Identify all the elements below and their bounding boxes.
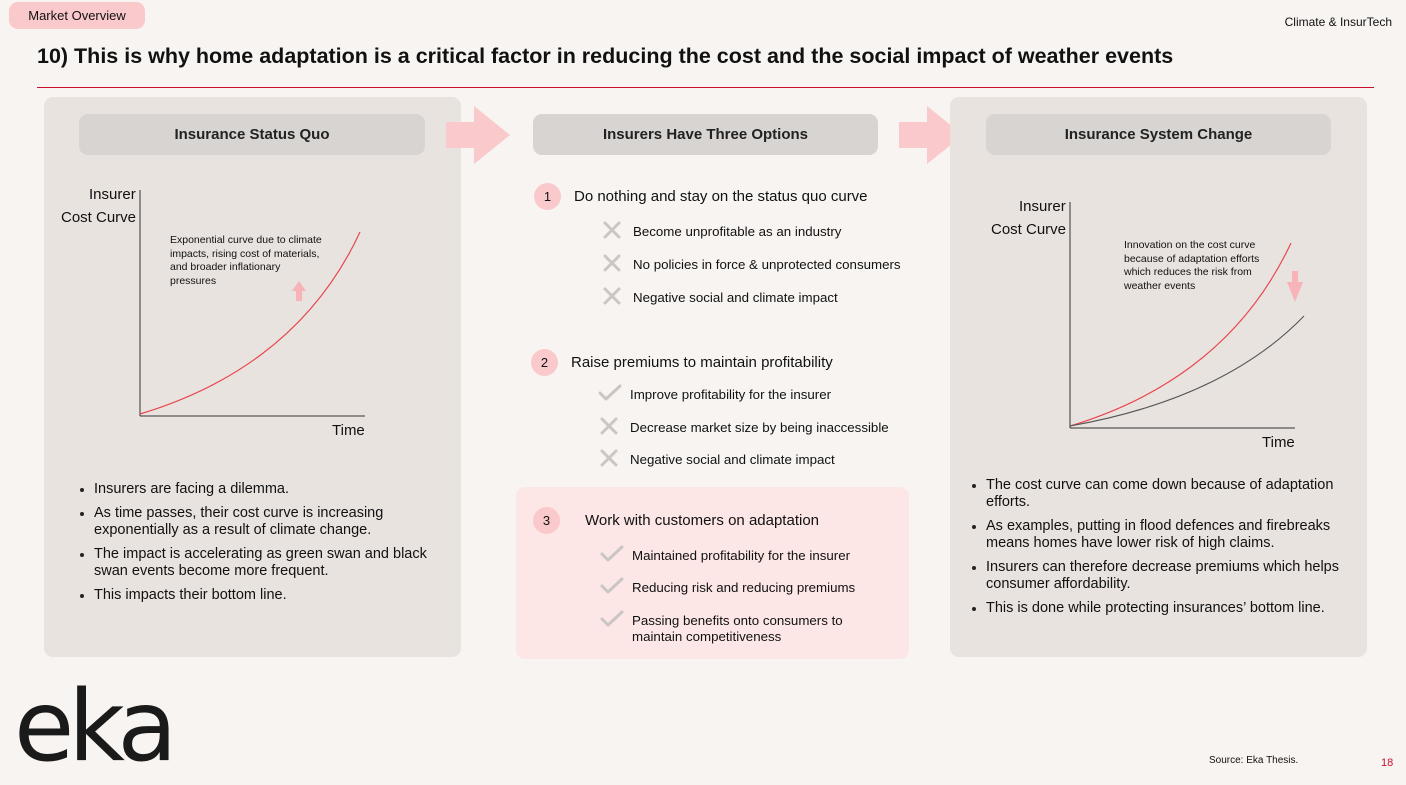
option-item-text: No policies in force & unprotected consumers: [633, 257, 901, 272]
list-item: Insurers are facing a dilemma.: [80, 481, 445, 498]
option-item-text: Become unprofitable as an industry: [633, 224, 842, 239]
source-note: Source: Eka Thesis.: [1209, 755, 1299, 766]
option-item-text: Decrease market size by being inaccessible: [630, 420, 889, 435]
option-3-item-3: [600, 613, 890, 645]
right-chart-note: Innovation on the cost curve because of adaptation efforts which reduces the risk from weather events: [1124, 239, 1260, 292]
list-item: As examples, putting in flood defences and firebreaks means homes have lower risk of high claims.: [972, 518, 1352, 552]
option-number: 3: [533, 507, 560, 534]
right-x-label: Time: [1262, 434, 1295, 451]
three-options-heading: Insurers Have Three Options: [533, 114, 878, 155]
option-item-text: Negative social and climate impact: [630, 452, 835, 467]
right-status-quo-curve: [1070, 243, 1291, 426]
list-item: As time passes, their cost curve is increasing exponentially as a result of climate change.: [80, 505, 445, 539]
page-number: 18: [1381, 757, 1394, 769]
option-3-item-2: [600, 580, 855, 597]
x-icon: [601, 221, 625, 241]
title-divider: [37, 87, 1374, 88]
status-quo-bullets: [80, 481, 445, 611]
option-3: [533, 507, 819, 534]
option-item-text: Passing benefits onto consumers to maintain competitiveness: [632, 613, 843, 644]
status-quo-heading: Insurance Status Quo: [79, 114, 425, 155]
option-2-item-1: [598, 387, 831, 404]
option-number: 1: [534, 183, 561, 210]
option-1-item-3: [601, 290, 838, 307]
check-icon: [600, 577, 624, 597]
check-icon: [598, 384, 622, 404]
arrow-right-icon: [446, 106, 512, 164]
right-adapted-curve: [1070, 316, 1304, 426]
brand-label: Climate & InsurTech: [1284, 15, 1392, 29]
left-y-label-1: Insurer: [89, 186, 136, 203]
left-up-arrow-icon: [292, 281, 306, 301]
option-1-item-2: [601, 257, 901, 274]
left-x-label: Time: [332, 422, 365, 439]
list-item: Insurers can therefore decrease premiums which helps consumer affordability.: [972, 559, 1352, 593]
option-item-text: Negative social and climate impact: [633, 290, 838, 305]
option-label: Do nothing and stay on the status quo curve: [574, 188, 868, 205]
option-label: Work with customers on adaptation: [585, 512, 820, 529]
list-item: The cost curve can come down because of adaptation efforts.: [972, 477, 1352, 511]
option-1-item-1: [601, 224, 841, 241]
right-y-label-1: Insurer: [1019, 198, 1066, 215]
eka-logo: eka: [14, 670, 172, 784]
check-icon: [600, 610, 624, 630]
option-item-text: Maintained profitability for the insurer: [632, 548, 851, 563]
x-icon: [601, 287, 625, 307]
option-2-item-3: [598, 452, 835, 469]
system-change-chart: [1060, 192, 1310, 442]
list-item: This impacts their bottom line.: [80, 587, 445, 604]
option-number: 2: [531, 349, 558, 376]
page-title: 10) This is why home adaptation is a critical factor in reducing the cost and the social impact of weather events: [37, 44, 1174, 68]
section-tag: Market Overview: [9, 2, 145, 29]
check-icon: [600, 545, 624, 565]
right-y-label-2: Cost Curve: [991, 221, 1067, 238]
option-item-text: Improve profitability for the insurer: [630, 387, 832, 402]
left-y-label-2: Cost Curve: [61, 209, 137, 226]
system-change-heading: Insurance System Change: [986, 114, 1331, 155]
x-icon: [598, 449, 622, 469]
list-item: The impact is accelerating as green swan and black swan events become more frequent.: [80, 546, 445, 580]
x-icon: [598, 417, 622, 437]
system-change-bullets: [972, 477, 1352, 624]
option-2-item-2: [598, 420, 889, 437]
option-item-text: Reducing risk and reducing premiums: [632, 580, 856, 595]
status-quo-chart: [130, 180, 380, 430]
left-chart-note: Exponential curve due to climate impacts, rising cost of materials, and broader inflationary pressures: [170, 234, 322, 287]
list-item: This is done while protecting insurances’ bottom line.: [972, 600, 1352, 617]
option-label: Raise premiums to maintain profitability: [571, 354, 833, 371]
option-2: [531, 349, 833, 376]
left-cost-curve: [140, 232, 360, 414]
option-1: [534, 183, 868, 210]
option-3-item-1: [600, 548, 850, 565]
right-down-arrow-icon: [1287, 271, 1303, 302]
x-icon: [601, 254, 625, 274]
